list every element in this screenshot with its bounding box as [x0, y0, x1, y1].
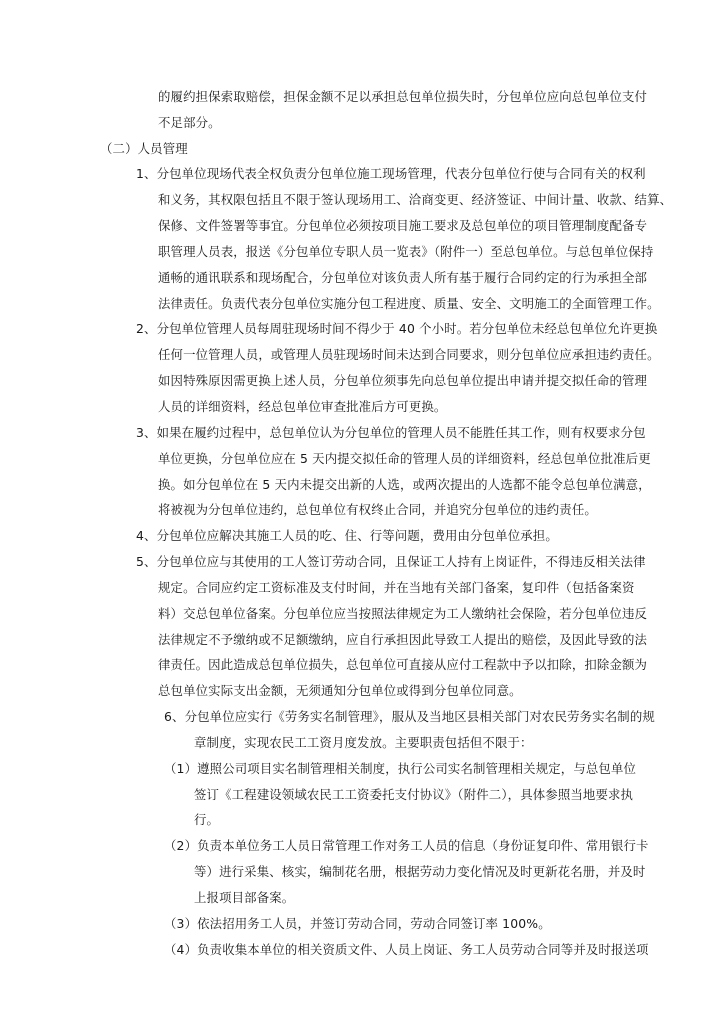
sub-item-line: （1）遵照公司项目实名制管理相关制度，执行公司实名制管理相关规定，与总包单位 [164, 761, 637, 776]
paragraph-line: 规定。合同应约定工资标准及支付时间，并在当地有关部门备案，复印件（包括备案资 [158, 580, 635, 595]
sub-item-line: 等）进行采集、核实，编制花名册，根据劳动力变化情况及时更新花名册，并及时 [194, 864, 646, 879]
paragraph-line: 如因特殊原因需更换上述人员，分包单位须事先向总包单位提出申请并提交拟任命的管理 [158, 373, 648, 388]
paragraph-line: 单位更换，分包单位应在 5 天内提交拟任命的管理人员的详细资料，经总包单位批准后更 [158, 451, 651, 466]
paragraph-line: 的履约担保索取赔偿，担保金额不足以承担总包单位损失时，分包单位应向总包单位支付 [158, 89, 648, 104]
paragraph-line: 人员的详细资料，经总包单位审查批准后方可更换。 [158, 399, 447, 414]
paragraph-line: 律责任。因此造成总包单位损失，总包单位可直接从应付工程款中予以扣除，扣除金额为 [158, 657, 648, 672]
paragraph-line: 法律责任。负责代表分包单位实施分包工程进度、质量、安全、文明施工的全面管理工作。 [158, 296, 660, 311]
sub-item-line: 行。 [194, 812, 220, 827]
paragraph-line: 不足部分。 [158, 115, 221, 130]
paragraph-line: 换。如分包单位在 5 天内未提交出新的人选，或两次提出的人选都不能令总包单位满意， [158, 477, 651, 492]
paragraph-line: 4、分包单位应解决其施工人员的吃、住、行等问题，费用由分包单位承担。 [136, 528, 558, 543]
paragraph-line: 章制度，实现农民工工资月度发放。主要职责包括但不限于： [194, 735, 533, 750]
paragraph-line: 法律规定不予缴纳或不足额缴纳，应自行承担因此导致工人提出的赔偿，及因此导致的法 [158, 632, 648, 647]
section-heading: （二）人员管理 [100, 141, 188, 156]
paragraph-line: 和义务，其权限包括且不限于签认现场用工、洽商变更、经济签证、中间计量、收款、结算、 [158, 192, 673, 207]
paragraph-line: 职管理人员表，报送《分包单位专职人员一览表》（附件一）至总包单位。与总包单位保持 [158, 244, 654, 259]
sub-item-line: （2）负责本单位务工人员日常管理工作对务工人员的信息（身份证复印件、常用银行卡 [164, 838, 649, 853]
paragraph-line: 1、分包单位现场代表全权负责分包单位施工现场管理，代表分包单位行使与合同有关的权利 [136, 166, 646, 181]
paragraph-line: 任何一位管理人员，或管理人员驻现场时间未达到合同要求，则分包单位应承担违约责任。 [158, 347, 660, 362]
paragraph-line: 3、如果在履约过程中，总包单位认为分包单位的管理人员不能胜任其工作，则有权要求分包 [136, 425, 646, 440]
sub-item-line: 签订《工程建设领域农民工工资委托支付协议》（附件二），具体参照当地要求执 [194, 787, 634, 802]
sub-item-line: （3）依法招用务工人员，并签订劳动合同，劳动合同签订率 100%。 [164, 916, 551, 931]
paragraph-line: 料）交总包单位备案。分包单位应当按照法律规定为工人缴纳社会保险，若分包单位违反 [158, 606, 648, 621]
sub-item-line: 上报项目部备案。 [194, 890, 295, 905]
paragraph-line: 5、分包单位应与其使用的工人签订劳动合同，且保证工人持有上岗证件，不得违反相关法律 [136, 554, 646, 569]
paragraph-line: 2、分包单位管理人员每周驻现场时间不得少于 40 个小时。若分包单位未经总包单位允许更换 [136, 321, 658, 336]
paragraph-line: 6、分包单位应实行《劳务实名制管理》，服从及当地区县相关部门对农民劳务实名制的规 [164, 709, 655, 724]
paragraph-line: 通畅的通讯联系和现场配合，分包单位对该负责人所有基于履行合同约定的行为承担全部 [158, 270, 648, 285]
paragraph-line: 总包单位实际支出金额，无须通知分包单位或得到分包单位同意。 [158, 683, 522, 698]
paragraph-line: 保修、文件签署等事宜。分包单位必须按项目施工要求及总包单位的项目管理制度配备专 [158, 218, 648, 233]
sub-item-line: （4）负责收集本单位的相关资质文件、人员上岗证、务工人员劳动合同等并及时报送项 [164, 942, 649, 957]
paragraph-line: 将被视为分包单位违约，总包单位有权终止合同，并追究分包单位的违约责任。 [158, 502, 597, 517]
